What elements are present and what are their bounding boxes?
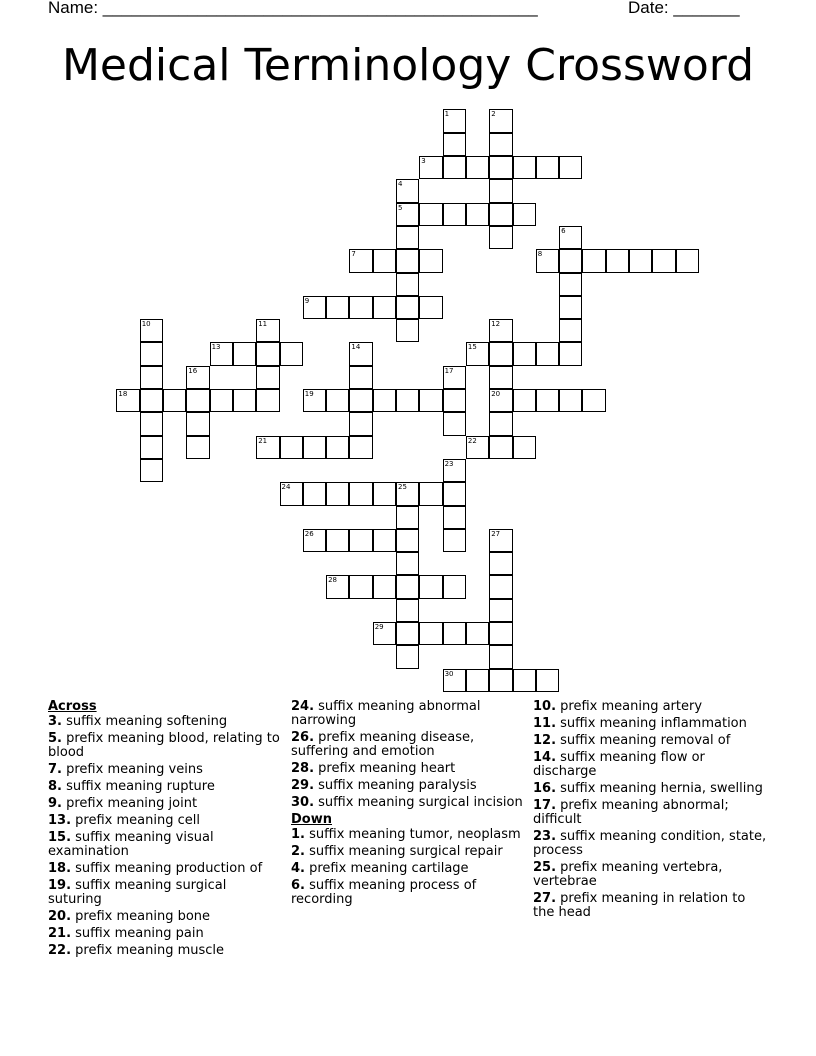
grid-cell[interactable] (396, 179, 419, 202)
grid-cell[interactable] (140, 342, 163, 365)
clue-text: suffix meaning abnormal narrowing (291, 699, 481, 728)
grid-cell[interactable] (140, 459, 163, 482)
grid-cell[interactable] (419, 249, 442, 272)
grid-cell[interactable] (489, 412, 512, 435)
grid-cell[interactable] (396, 296, 419, 319)
grid-cell[interactable] (210, 389, 233, 412)
clue-number-label: 15 (467, 343, 477, 352)
grid-cell[interactable] (396, 575, 419, 598)
grid-cell[interactable] (396, 203, 419, 226)
clue-number: 29. (291, 778, 315, 793)
clue-text: suffix meaning visual examination (48, 830, 214, 859)
clue-number-label: 7 (351, 250, 356, 259)
grid-cell[interactable] (326, 389, 349, 412)
clue-number-label: 16 (188, 366, 198, 375)
grid-cell[interactable] (140, 366, 163, 389)
grid-cell[interactable] (489, 179, 512, 202)
clue-number: 11. (533, 716, 557, 731)
grid-cell[interactable] (303, 529, 326, 552)
grid-cell[interactable] (489, 319, 512, 342)
grid-cell[interactable] (489, 109, 512, 132)
clue-number-label: 18 (118, 390, 128, 398)
grid-cell[interactable] (536, 669, 559, 692)
grid-cell[interactable] (582, 249, 605, 272)
grid-cell[interactable] (466, 342, 489, 365)
clue-number: 1. (291, 827, 305, 842)
grid-cell[interactable] (233, 342, 256, 365)
clue-item (533, 892, 768, 920)
grid-cell[interactable] (443, 529, 466, 552)
clue-item (533, 734, 768, 748)
grid-cell[interactable] (326, 482, 349, 505)
clue-number-label: 6 (561, 226, 566, 235)
grid-cell[interactable] (443, 203, 466, 226)
grid-cell[interactable] (303, 389, 326, 412)
grid-cell[interactable] (443, 459, 466, 482)
clue-text: prefix meaning blood, relating to blood (48, 731, 280, 760)
grid-cell[interactable] (629, 249, 652, 272)
clue-number: 15. (48, 830, 72, 845)
grid-cell[interactable] (326, 436, 349, 459)
grid-cell[interactable] (186, 389, 209, 412)
grid-cell[interactable] (349, 366, 372, 389)
clue-number-label: 3 (421, 157, 426, 165)
down-heading: Down (291, 812, 332, 827)
grid-cell[interactable] (513, 203, 536, 226)
grid-cell[interactable] (513, 669, 536, 692)
grid-cell[interactable] (140, 389, 163, 412)
grid-cell[interactable] (513, 342, 536, 365)
clue-text: prefix meaning abnormal; difficult (533, 798, 729, 827)
clue-number: 12. (533, 733, 557, 748)
clue-text: suffix meaning flow or discharge (533, 750, 705, 779)
clue-item (48, 831, 283, 859)
grid-cell[interactable] (489, 622, 512, 645)
clue-number: 5. (48, 731, 62, 746)
clue-text: prefix meaning disease, suffering and emotion (291, 730, 475, 759)
grid-cell[interactable] (256, 436, 279, 459)
clue-number-label: 25 (398, 483, 407, 492)
grid-cell[interactable] (396, 249, 419, 272)
grid-cell[interactable] (349, 436, 372, 459)
clue-number-label: 29 (374, 623, 384, 631)
grid-cell[interactable] (513, 156, 536, 179)
grid-cell[interactable] (443, 389, 466, 412)
clue-number: 7. (48, 762, 62, 777)
clue-number-label: 12 (491, 320, 501, 329)
clue-item (533, 782, 768, 796)
grid-cell[interactable] (559, 156, 582, 179)
grid-cell[interactable] (489, 366, 512, 389)
clue-number: 30. (291, 795, 315, 810)
grid-cell[interactable] (186, 412, 209, 435)
clue-number: 23. (533, 829, 557, 844)
grid-cell[interactable] (443, 109, 466, 132)
clue-number: 22. (48, 943, 72, 958)
grid-cell[interactable] (280, 342, 303, 365)
grid-cell[interactable] (443, 366, 466, 389)
grid-cell[interactable] (186, 366, 209, 389)
clue-number-label: 22 (467, 436, 477, 445)
clue-item (291, 879, 526, 907)
clue-item (291, 828, 526, 842)
grid-cell[interactable] (536, 249, 559, 272)
grid-cell[interactable] (280, 436, 303, 459)
grid-cell[interactable] (349, 529, 372, 552)
clue-number: 19. (48, 878, 72, 893)
grid-cell[interactable] (536, 389, 559, 412)
grid-cell[interactable] (210, 342, 233, 365)
grid-cell[interactable] (373, 622, 396, 645)
grid-cell[interactable] (373, 575, 396, 598)
date-field-label[interactable]: Date: _______ (628, 0, 740, 17)
clue-number: 13. (48, 813, 72, 828)
clue-number-label: 14 (351, 343, 361, 352)
clue-number-label: 8 (537, 250, 543, 259)
clue-item (533, 700, 768, 714)
clue-item (48, 862, 283, 876)
grid-cell[interactable] (443, 669, 466, 692)
clue-text: prefix meaning heart (314, 761, 456, 776)
clue-text: suffix meaning softening (61, 714, 228, 729)
grid-cell[interactable] (396, 622, 419, 645)
clue-item (48, 927, 283, 941)
clue-item (291, 779, 526, 793)
grid-cell[interactable] (349, 296, 372, 319)
grid-cell[interactable] (303, 436, 326, 459)
grid-cell[interactable] (349, 482, 372, 505)
grid-cell[interactable] (443, 133, 466, 156)
grid-cell[interactable] (419, 482, 442, 505)
clue-text: suffix meaning tumor, neoplasm (304, 827, 521, 842)
grid-cell[interactable] (349, 412, 372, 435)
clues-column-2 (291, 700, 526, 910)
clue-number: 9. (48, 796, 62, 811)
grid-cell[interactable] (419, 622, 442, 645)
clue-text: suffix meaning process of recording (291, 878, 477, 907)
grid-cell[interactable] (536, 342, 559, 365)
grid-cell[interactable] (163, 389, 186, 412)
grid-cell[interactable] (443, 412, 466, 435)
grid-cell[interactable] (559, 249, 582, 272)
clue-text: prefix meaning muscle (71, 943, 225, 958)
grid-cell[interactable] (466, 436, 489, 459)
clues-column-1 (48, 700, 283, 961)
name-field-label[interactable]: Name: ______________________________________________ (48, 0, 538, 17)
grid-cell[interactable] (349, 389, 372, 412)
grid-cell[interactable] (373, 249, 396, 272)
clue-text: suffix meaning surgical repair (304, 844, 503, 859)
grid-cell[interactable] (513, 436, 536, 459)
clue-number: 21. (48, 926, 72, 941)
clue-item (48, 715, 283, 729)
clue-number-label: 2 (491, 110, 496, 119)
clue-number: 18. (48, 861, 72, 876)
clue-item (291, 862, 526, 876)
grid-cell[interactable] (489, 203, 512, 226)
clue-item (291, 700, 526, 728)
clue-number: 3. (48, 714, 62, 729)
clue-item (291, 731, 526, 759)
grid-cell[interactable] (326, 529, 349, 552)
clue-number: 4. (291, 861, 305, 876)
across-heading: Across (48, 699, 97, 714)
clue-number-label: 5 (398, 203, 403, 212)
grid-cell[interactable] (489, 529, 512, 552)
clue-number-label: 20 (491, 390, 501, 398)
clue-text: prefix meaning veins (61, 762, 203, 777)
clue-number-label: 28 (328, 576, 338, 585)
clue-number-label: 17 (444, 366, 454, 375)
clue-item (291, 762, 526, 776)
grid-cell[interactable] (396, 599, 419, 622)
clue-number: 25. (533, 860, 557, 875)
clue-text: suffix meaning surgical incision (314, 795, 523, 810)
clue-text: suffix meaning removal of (556, 733, 731, 748)
grid-cell[interactable] (396, 482, 419, 505)
grid-cell[interactable] (466, 156, 489, 179)
grid-cell[interactable] (396, 506, 419, 529)
grid-cell[interactable] (466, 203, 489, 226)
grid-cell[interactable] (443, 156, 466, 179)
grid-cell[interactable] (466, 669, 489, 692)
grid-cell[interactable] (443, 482, 466, 505)
grid-cell[interactable] (489, 436, 512, 459)
grid-cell[interactable] (303, 296, 326, 319)
clue-number: 6. (291, 878, 305, 893)
grid-cell[interactable] (559, 273, 582, 296)
clue-number-label: 30 (444, 669, 454, 678)
grid-cell[interactable] (489, 389, 512, 412)
clue-number-label: 9 (304, 296, 310, 305)
clue-text: suffix meaning hernia, swelling (556, 781, 763, 796)
grid-cell[interactable] (396, 645, 419, 668)
clue-number: 8. (48, 779, 62, 794)
grid-cell[interactable] (559, 226, 582, 249)
clue-number-label: 4 (398, 180, 403, 189)
grid-cell[interactable] (349, 249, 372, 272)
grid-cell[interactable] (140, 319, 163, 342)
grid-cell[interactable] (536, 156, 559, 179)
clue-number: 17. (533, 798, 557, 813)
grid-cell[interactable] (419, 296, 442, 319)
grid-cell[interactable] (256, 319, 279, 342)
grid-cell[interactable] (116, 389, 139, 412)
clue-number-label: 10 (141, 320, 151, 329)
grid-cell[interactable] (326, 296, 349, 319)
grid-cell[interactable] (489, 599, 512, 622)
grid-cell[interactable] (256, 342, 279, 365)
grid-cell[interactable] (396, 319, 419, 342)
clue-item (533, 751, 768, 779)
grid-cell[interactable] (489, 133, 512, 156)
grid-cell[interactable] (373, 296, 396, 319)
clue-item (48, 910, 283, 924)
clue-number: 14. (533, 750, 557, 765)
grid-cell[interactable] (443, 506, 466, 529)
clue-item (533, 717, 768, 731)
grid-cell[interactable] (186, 436, 209, 459)
clue-number: 10. (533, 699, 557, 714)
clue-number: 20. (48, 909, 72, 924)
page-title: Medical Terminology Crossword (61, 40, 755, 91)
grid-cell[interactable] (396, 226, 419, 249)
grid-cell[interactable] (443, 575, 466, 598)
clue-text: suffix meaning pain (71, 926, 204, 941)
grid-cell[interactable] (559, 389, 582, 412)
clue-item (533, 799, 768, 827)
clue-item (291, 796, 526, 810)
clue-item (48, 780, 283, 794)
clue-number: 26. (291, 730, 315, 745)
clue-text: suffix meaning paralysis (314, 778, 477, 793)
clue-item (48, 814, 283, 828)
grid-cell[interactable] (606, 249, 629, 272)
clue-item (533, 861, 768, 889)
clue-text: prefix meaning joint (61, 796, 198, 811)
clue-number-label: 19 (304, 390, 314, 398)
clue-text: prefix meaning cell (71, 813, 200, 828)
grid-cell[interactable] (489, 552, 512, 575)
clue-item (48, 763, 283, 777)
grid-cell[interactable] (373, 389, 396, 412)
grid-cell[interactable] (256, 389, 279, 412)
grid-cell[interactable] (676, 249, 699, 272)
grid-cell[interactable] (559, 342, 582, 365)
clue-number-label: 24 (281, 483, 291, 492)
clues-column-3 (533, 700, 768, 923)
grid-cell[interactable] (489, 575, 512, 598)
clue-text: prefix meaning in relation to the head (533, 891, 746, 920)
grid-cell[interactable] (373, 482, 396, 505)
grid-cell[interactable] (489, 156, 512, 179)
grid-cell[interactable] (466, 622, 489, 645)
grid-cell[interactable] (303, 482, 326, 505)
clue-number-label: 23 (444, 459, 454, 468)
clue-item (48, 797, 283, 811)
clue-number-label: 1 (444, 110, 450, 119)
clue-number-label: 21 (258, 436, 268, 445)
clue-number: 28. (291, 761, 315, 776)
clue-text: prefix meaning artery (556, 699, 703, 714)
grid-cell[interactable] (396, 273, 419, 296)
clue-item (291, 845, 526, 859)
grid-cell[interactable] (443, 622, 466, 645)
grid-cell[interactable] (419, 575, 442, 598)
clue-number: 16. (533, 781, 557, 796)
grid-cell[interactable] (256, 366, 279, 389)
clue-text: prefix meaning vertebra, vertebrae (533, 860, 723, 889)
grid-cell[interactable] (559, 296, 582, 319)
grid-cell[interactable] (652, 249, 675, 272)
grid-cell[interactable] (489, 645, 512, 668)
clue-text: suffix meaning inflammation (556, 716, 747, 731)
grid-cell[interactable] (373, 529, 396, 552)
clue-text: suffix meaning condition, state, process (533, 829, 767, 858)
clue-number-label: 27 (491, 529, 501, 538)
grid-cell[interactable] (280, 482, 303, 505)
grid-cell[interactable] (140, 412, 163, 435)
grid-cell[interactable] (396, 389, 419, 412)
grid-cell[interactable] (326, 575, 349, 598)
clue-item (533, 830, 768, 858)
clue-text: prefix meaning bone (71, 909, 211, 924)
grid-cell[interactable] (559, 319, 582, 342)
grid-cell[interactable] (489, 342, 512, 365)
grid-cell[interactable] (396, 552, 419, 575)
grid-cell[interactable] (349, 342, 372, 365)
clue-number-label: 11 (258, 320, 268, 329)
clue-number: 2. (291, 844, 305, 859)
grid-cell[interactable] (419, 389, 442, 412)
clue-number: 27. (533, 891, 557, 906)
grid-cell[interactable] (419, 203, 442, 226)
clue-number-label: 13 (211, 343, 221, 352)
clue-number: 24. (291, 699, 315, 714)
clue-text: suffix meaning surgical suturing (48, 878, 227, 907)
clue-number-label: 26 (304, 529, 314, 538)
grid-cell[interactable] (233, 389, 256, 412)
grid-cell[interactable] (140, 436, 163, 459)
grid-cell[interactable] (582, 389, 605, 412)
grid-cell[interactable] (396, 529, 419, 552)
clue-text: suffix meaning rupture (61, 779, 215, 794)
clue-item (48, 879, 283, 907)
clue-text: suffix meaning production of (71, 861, 263, 876)
grid-cell[interactable] (489, 669, 512, 692)
clue-item (48, 732, 283, 760)
grid-cell[interactable] (513, 389, 536, 412)
grid-cell[interactable] (419, 156, 442, 179)
grid-cell[interactable] (489, 226, 512, 249)
grid-cell[interactable] (349, 575, 372, 598)
clue-item (48, 944, 283, 958)
clue-text: prefix meaning cartilage (304, 861, 469, 876)
